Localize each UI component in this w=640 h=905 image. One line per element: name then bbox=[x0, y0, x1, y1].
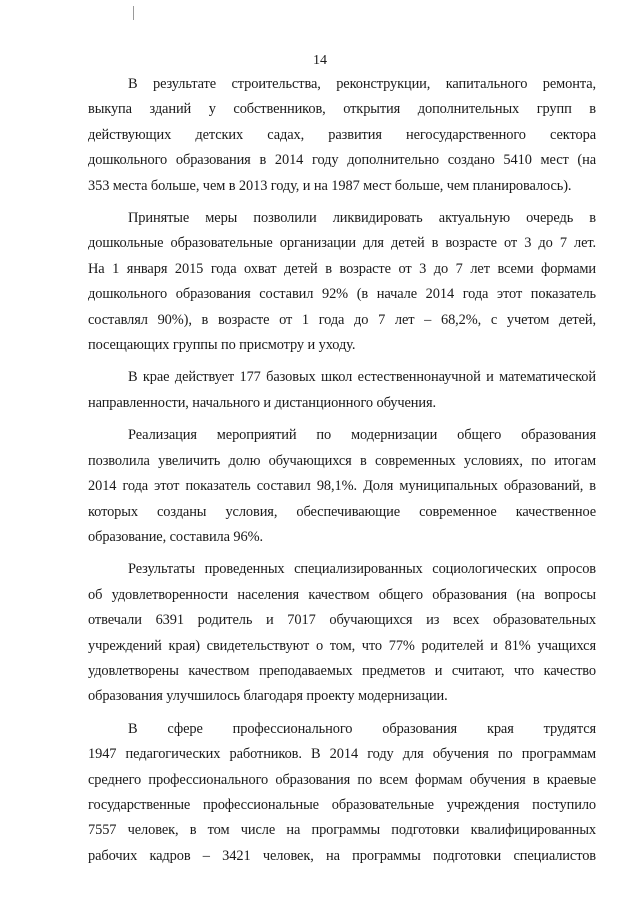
text-line: посещающих группы по присмотру и уходу. bbox=[88, 337, 356, 354]
text-line: отвечали 6391 родитель и 7017 обучающихся из всех образовательных bbox=[88, 612, 596, 629]
paragraph-vocational bbox=[88, 717, 596, 869]
text-line: которых созданы условия, обеспечивающие современное качественное bbox=[88, 503, 596, 520]
text-line: 353 места больше, чем в 2013 году, и на 1987 мест больше, чем планировалось). bbox=[88, 177, 572, 194]
text-line: государственные профессиональные образовательные учреждения поступило bbox=[88, 796, 596, 813]
scan-mark bbox=[133, 6, 134, 20]
text-line: дошкольные образовательные организации для детей в возрасте от 3 до 7 лет. bbox=[88, 235, 596, 252]
text-line: составлял 90%), в возрасте от 1 года до 7 лет – 68,2%, с учетом детей, bbox=[88, 311, 596, 328]
paragraph-queue bbox=[88, 206, 596, 358]
text-line: образования улучшилось благодаря проекту модернизации. bbox=[88, 688, 448, 705]
text-line: удовлетворены качеством преподаваемых предметов и считают, что качество bbox=[88, 662, 596, 679]
text-line: дошкольного образования в 2014 году дополнительно создано 5410 мест (на bbox=[88, 152, 596, 169]
text-line: среднего профессионального образования по всем формам обучения в краевые bbox=[88, 771, 596, 788]
text-line: На 1 января 2015 года охват детей в возрасте от 3 до 7 лет всеми формами bbox=[88, 260, 596, 277]
text-line: В крае действует 177 базовых школ естественнонаучной и математической bbox=[128, 369, 596, 386]
text-line: дошкольного образования составил 92% (в начале 2014 года этот показатель bbox=[88, 286, 596, 303]
text-line: Принятые меры позволили ликвидировать актуальную очередь в bbox=[128, 210, 596, 227]
text-line: позволила увеличить долю обучающихся в современных условиях, по итогам bbox=[88, 452, 596, 469]
paragraph-survey bbox=[88, 557, 596, 709]
text-line: В сфере профессионального образования края трудятся bbox=[128, 720, 596, 737]
text-line: рабочих кадров – 3421 человек, на программы подготовки специалистов bbox=[88, 847, 596, 864]
text-line: Реализация мероприятий по модернизации общего образования bbox=[128, 427, 596, 444]
text-line: Результаты проведенных специализированных социологических опросов bbox=[128, 561, 596, 578]
text-line: выкупа зданий у собственников, открытия дополнительных групп в bbox=[88, 101, 596, 118]
text-line: учреждений края) свидетельствуют о том, что 77% родителей и 81% учащихся bbox=[88, 637, 596, 654]
text-line: 7557 человек, в том числе на программы подготовки квалифицированных bbox=[88, 822, 596, 839]
page-number: 14 bbox=[313, 53, 327, 68]
paragraph-basic-schools bbox=[88, 365, 596, 416]
text-line: 1947 педагогических работников. В 2014 году для обучения по программам bbox=[88, 746, 596, 763]
body-text bbox=[88, 72, 596, 869]
text-line: 2014 года этот показатель составил 98,1%. Доля муниципальных образований, в bbox=[88, 478, 596, 495]
text-line: образование, составила 96%. bbox=[88, 528, 263, 545]
text-line: действующих детских садах, развития негосударственного сектора bbox=[88, 126, 596, 143]
paragraph-construction bbox=[88, 72, 596, 199]
text-line: направленности, начального и дистанционного обучения. bbox=[88, 394, 437, 411]
text-line: В результате строительства, реконструкции, капитального ремонта, bbox=[128, 76, 596, 92]
paragraph-modernization bbox=[88, 423, 596, 550]
text-line: об удовлетворенности населения качеством общего образования (на вопросы bbox=[88, 586, 596, 603]
